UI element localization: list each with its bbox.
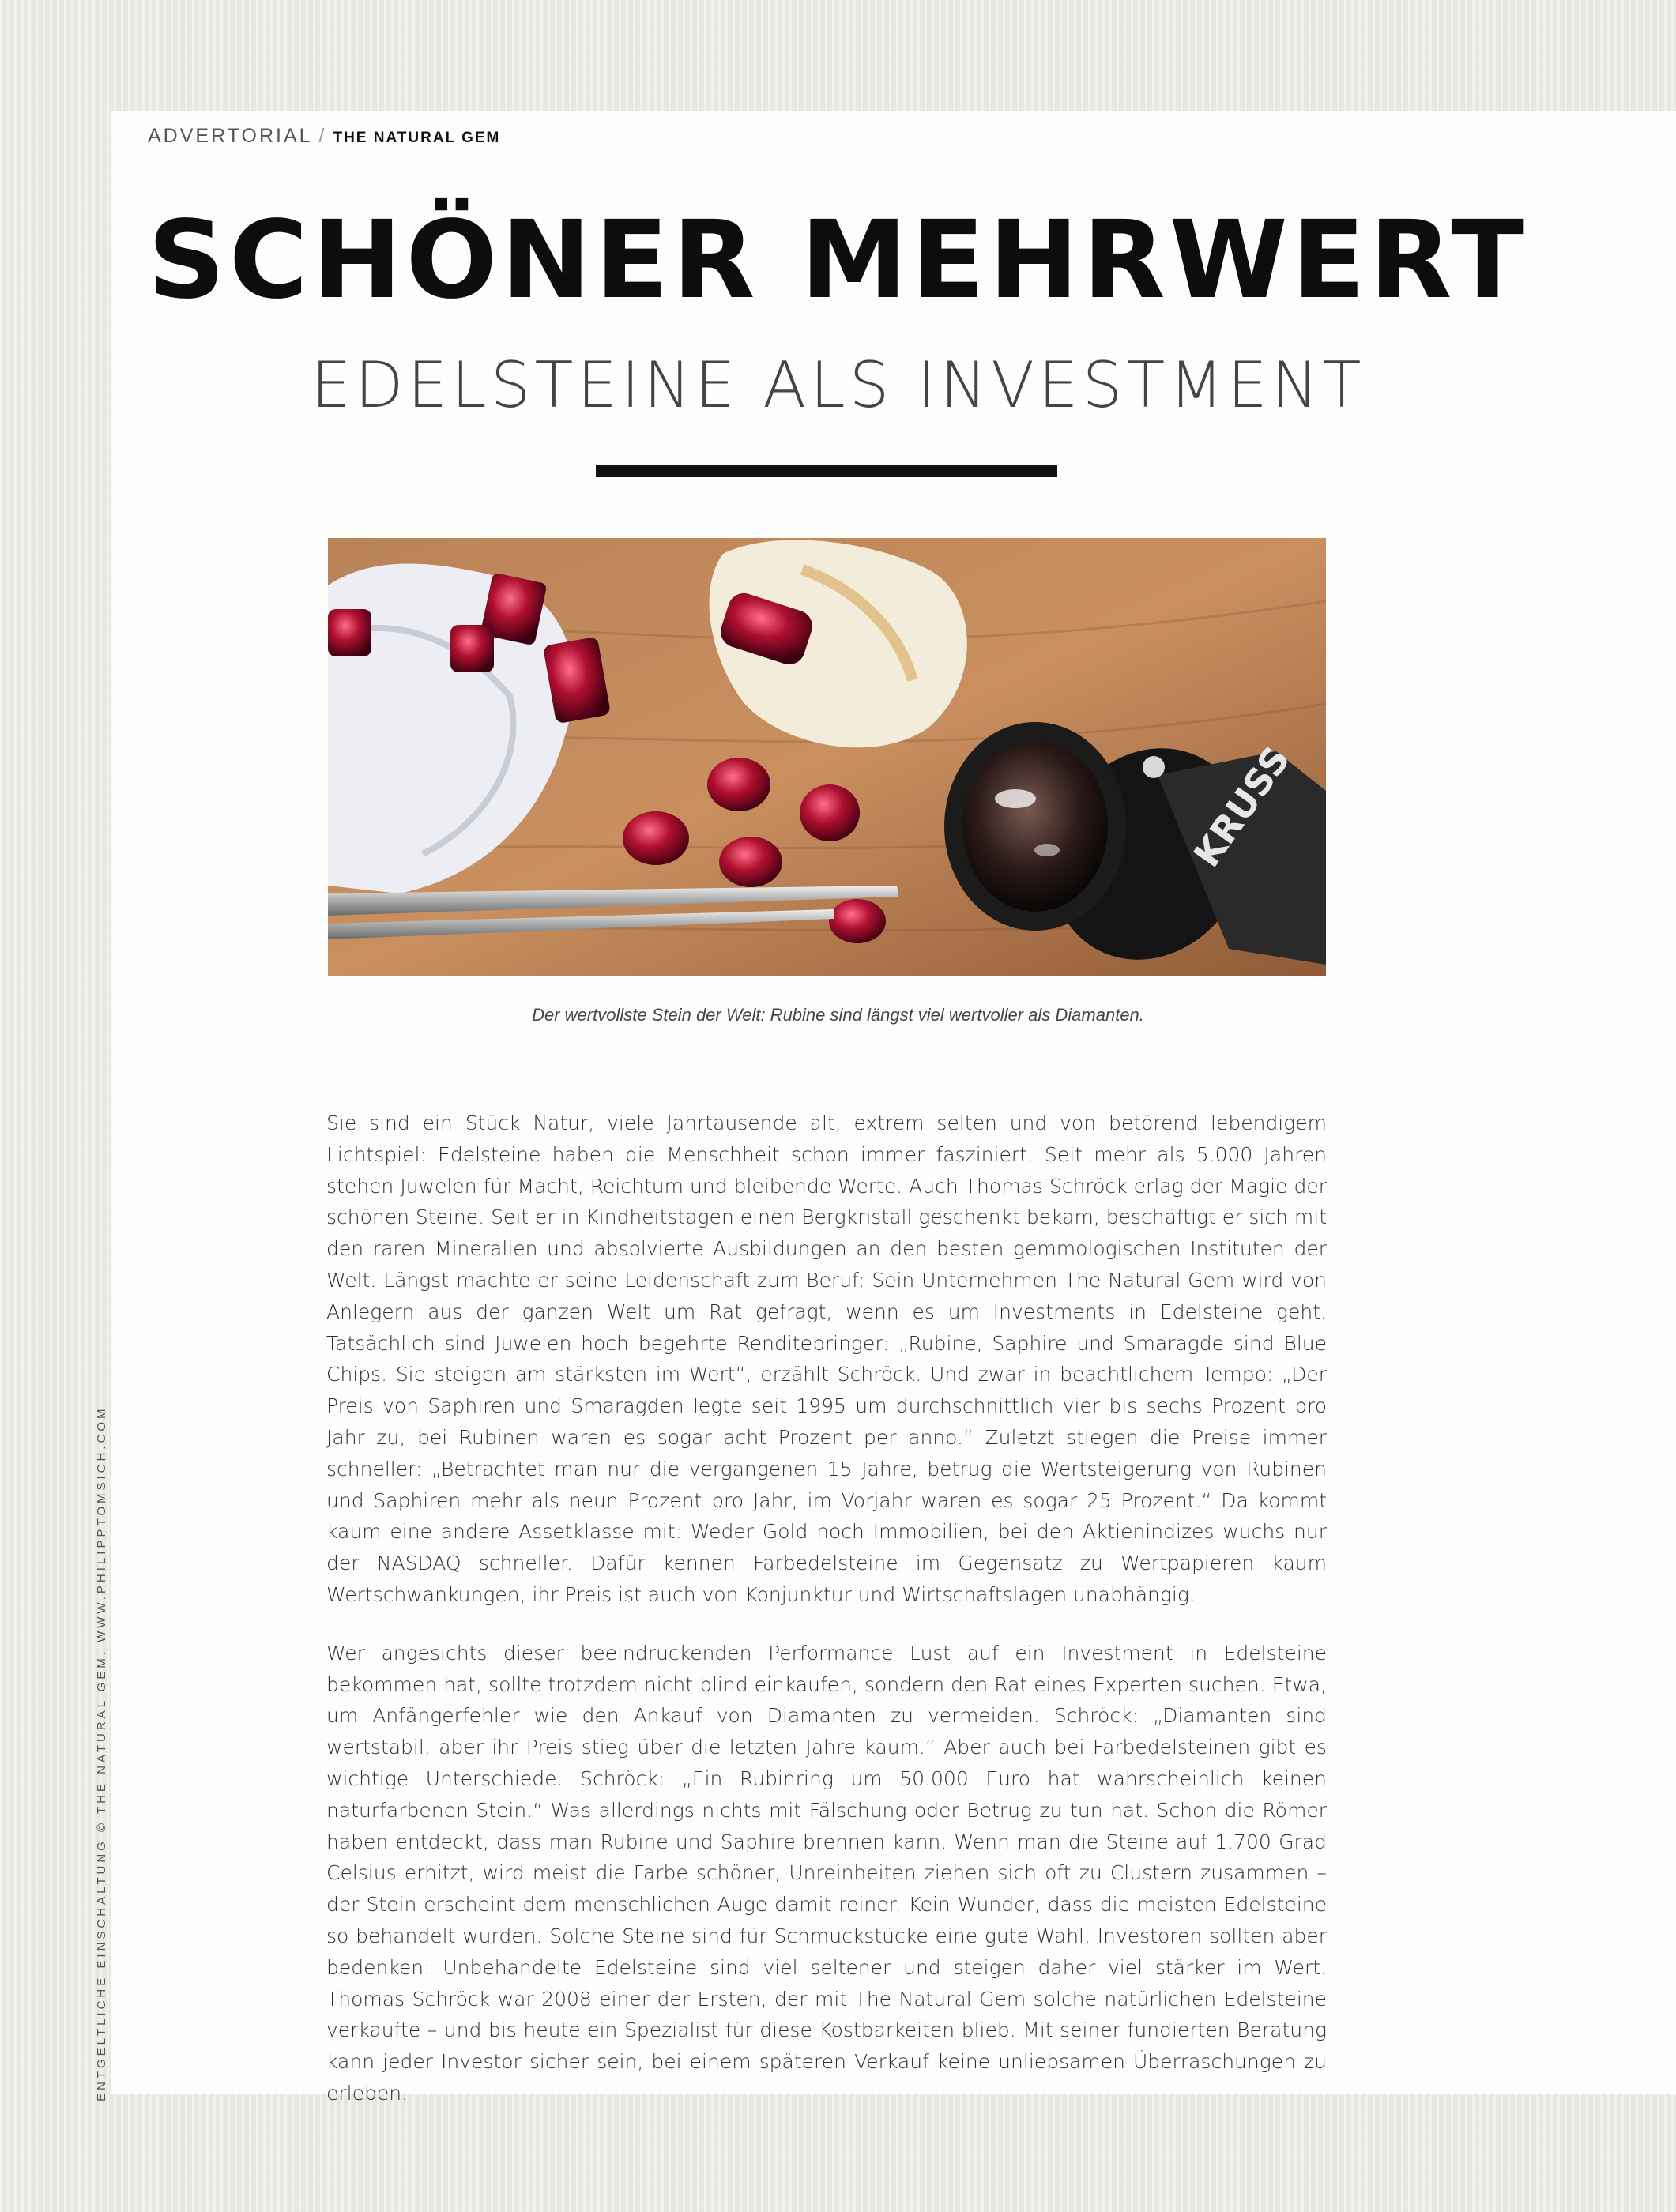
loupe-brand-text: KRUSS <box>1184 738 1299 875</box>
headline: SCHÖNER MEHRWERT <box>147 198 1529 323</box>
headline-rule <box>596 465 1057 477</box>
photo-caption: Der wertvollste Stein der Welt: Rubine sind längst viel wertvoller als Diamanten. <box>532 1005 1144 1025</box>
kicker-section: ADVERTORIAL <box>148 125 313 147</box>
gemstone-photo <box>328 538 1326 976</box>
kicker <box>148 125 500 148</box>
subheadline: EDELSTEINE ALS INVESTMENT <box>311 348 1365 422</box>
article-body <box>326 1108 1327 2136</box>
paragraph: Wer angesichts dieser beeindruckenden Performance Lust auf ein Investment in Edelsteine bekommen hat, sollte trotzdem nicht blind einkaufen, sondern den Rat eines Experten suchen. Etwa, um Anfängerfehler wie den Ankauf von Diamanten zu vermeiden. Schröck: „Diamanten sind wertstabil, aber ihr Preis stieg über die letzten Jahre kaum.“ Aber auch bei Farbedelsteinen gibt es wichtige Unterschiede. Schröck: „Ein Rubinring um 50.000 Euro hat wahrscheinlich keinen naturfarbenen Stein.“ Was allerdings nichts mit Fälschung oder Betrug zu tun hat. Schon die Römer haben entdeckt, dass man Rubine und Saphire brennen kann. Wenn man die Steine auf 1.700 Grad Celsius erhitzt, wird meist die Farbe schöner, Unreinheiten ziehen sich oft zu Clustern zusammen – der Stein erscheint dem menschlichen Auge damit reiner. Kein Wunder, dass die meisten Edelsteine so behandelt wurden. Solche Steine sind für Schmuckstücke eine gute Wahl. Investoren sollten aber bedenken: Unbehandelte Edelsteine sind viel seltener und steigen daher viel stärker im Wert. Thomas Schröck war 2008 einer der Ersten, der mit The Natural Gem solche natürlichen Edelsteine verkaufte – und bis heute ein Spezialist für diese Kostbarkeiten blieb. Mit seiner fundierten Beratung kann jeder Investor sicher sein, bei einem späteren Verkauf keine unliebsamen Überraschungen zu erleben. <box>326 1641 1327 2105</box>
side-credit: ENTGELTLICHE EINSCHALTUNG © THE NATURAL GEM. WWW.PHILIPPTOMSICH.COM <box>95 1405 108 2101</box>
paragraph: Sie sind ein Stück Natur, viele Jahrtausende alt, extrem selten und von betörend lebendigem Lichtspiel: Edelsteine haben die Menschheit schon immer fasziniert. Seit mehr als 5.000 Jahren stehen Juwelen für Macht, Reichtum und bleibende Werte. Auch Thomas Schröck erlag der Magie der schönen Steine. Seit er in Kindheitstagen einen Bergkristall geschenkt bekam, beschäftigt er sich mit den raren Mineralien und absolvierte Ausbildungen an den besten gemmologischen Instituten der Welt. Längst machte er seine Leidenschaft zum Beruf: Sein Unternehmen The Natural Gem wird von Anlegern aus der ganzen Welt um Rat gefragt, wenn es um Investments in Edelsteine geht. Tatsächlich sind Juwelen hoch begehrte Renditebringer: „Rubine, Saphire und Smaragde sind Blue Chips. Sie steigen am stärksten im Wert“, erzählt Schröck. Und zwar in beachtlichem Tempo: „Der Preis von Saphiren und Smaragden legte seit 1995 um durchschnittlich vier bis sechs Prozent pro Jahr zu, bei Rubinen waren es sogar acht Prozent per anno.“ Zuletzt stiegen die Preise immer schneller: „Betrachtet man nur die vergangenen 15 Jahre, betrug die Wertsteigerung von Rubinen und Saphiren mehr als neun Prozent pro Jahr, im Vorjahr waren es sogar 25 Prozent.“ Da kommt kaum eine andere Assetklasse mit: Weder Gold noch Immobilien, bei den Aktienindizes wuchs nur der NASDAQ schneller. Dafür kennen Farbedelsteine im Gegensatz zu Wertpapieren kaum Wertschwankungen, ihr Preis ist auch von Konjunktur und Wirtschaftslagen unabhängig. <box>326 1112 1327 1606</box>
kicker-brand: THE NATURAL GEM <box>333 130 501 146</box>
kicker-separator: / <box>318 125 327 147</box>
